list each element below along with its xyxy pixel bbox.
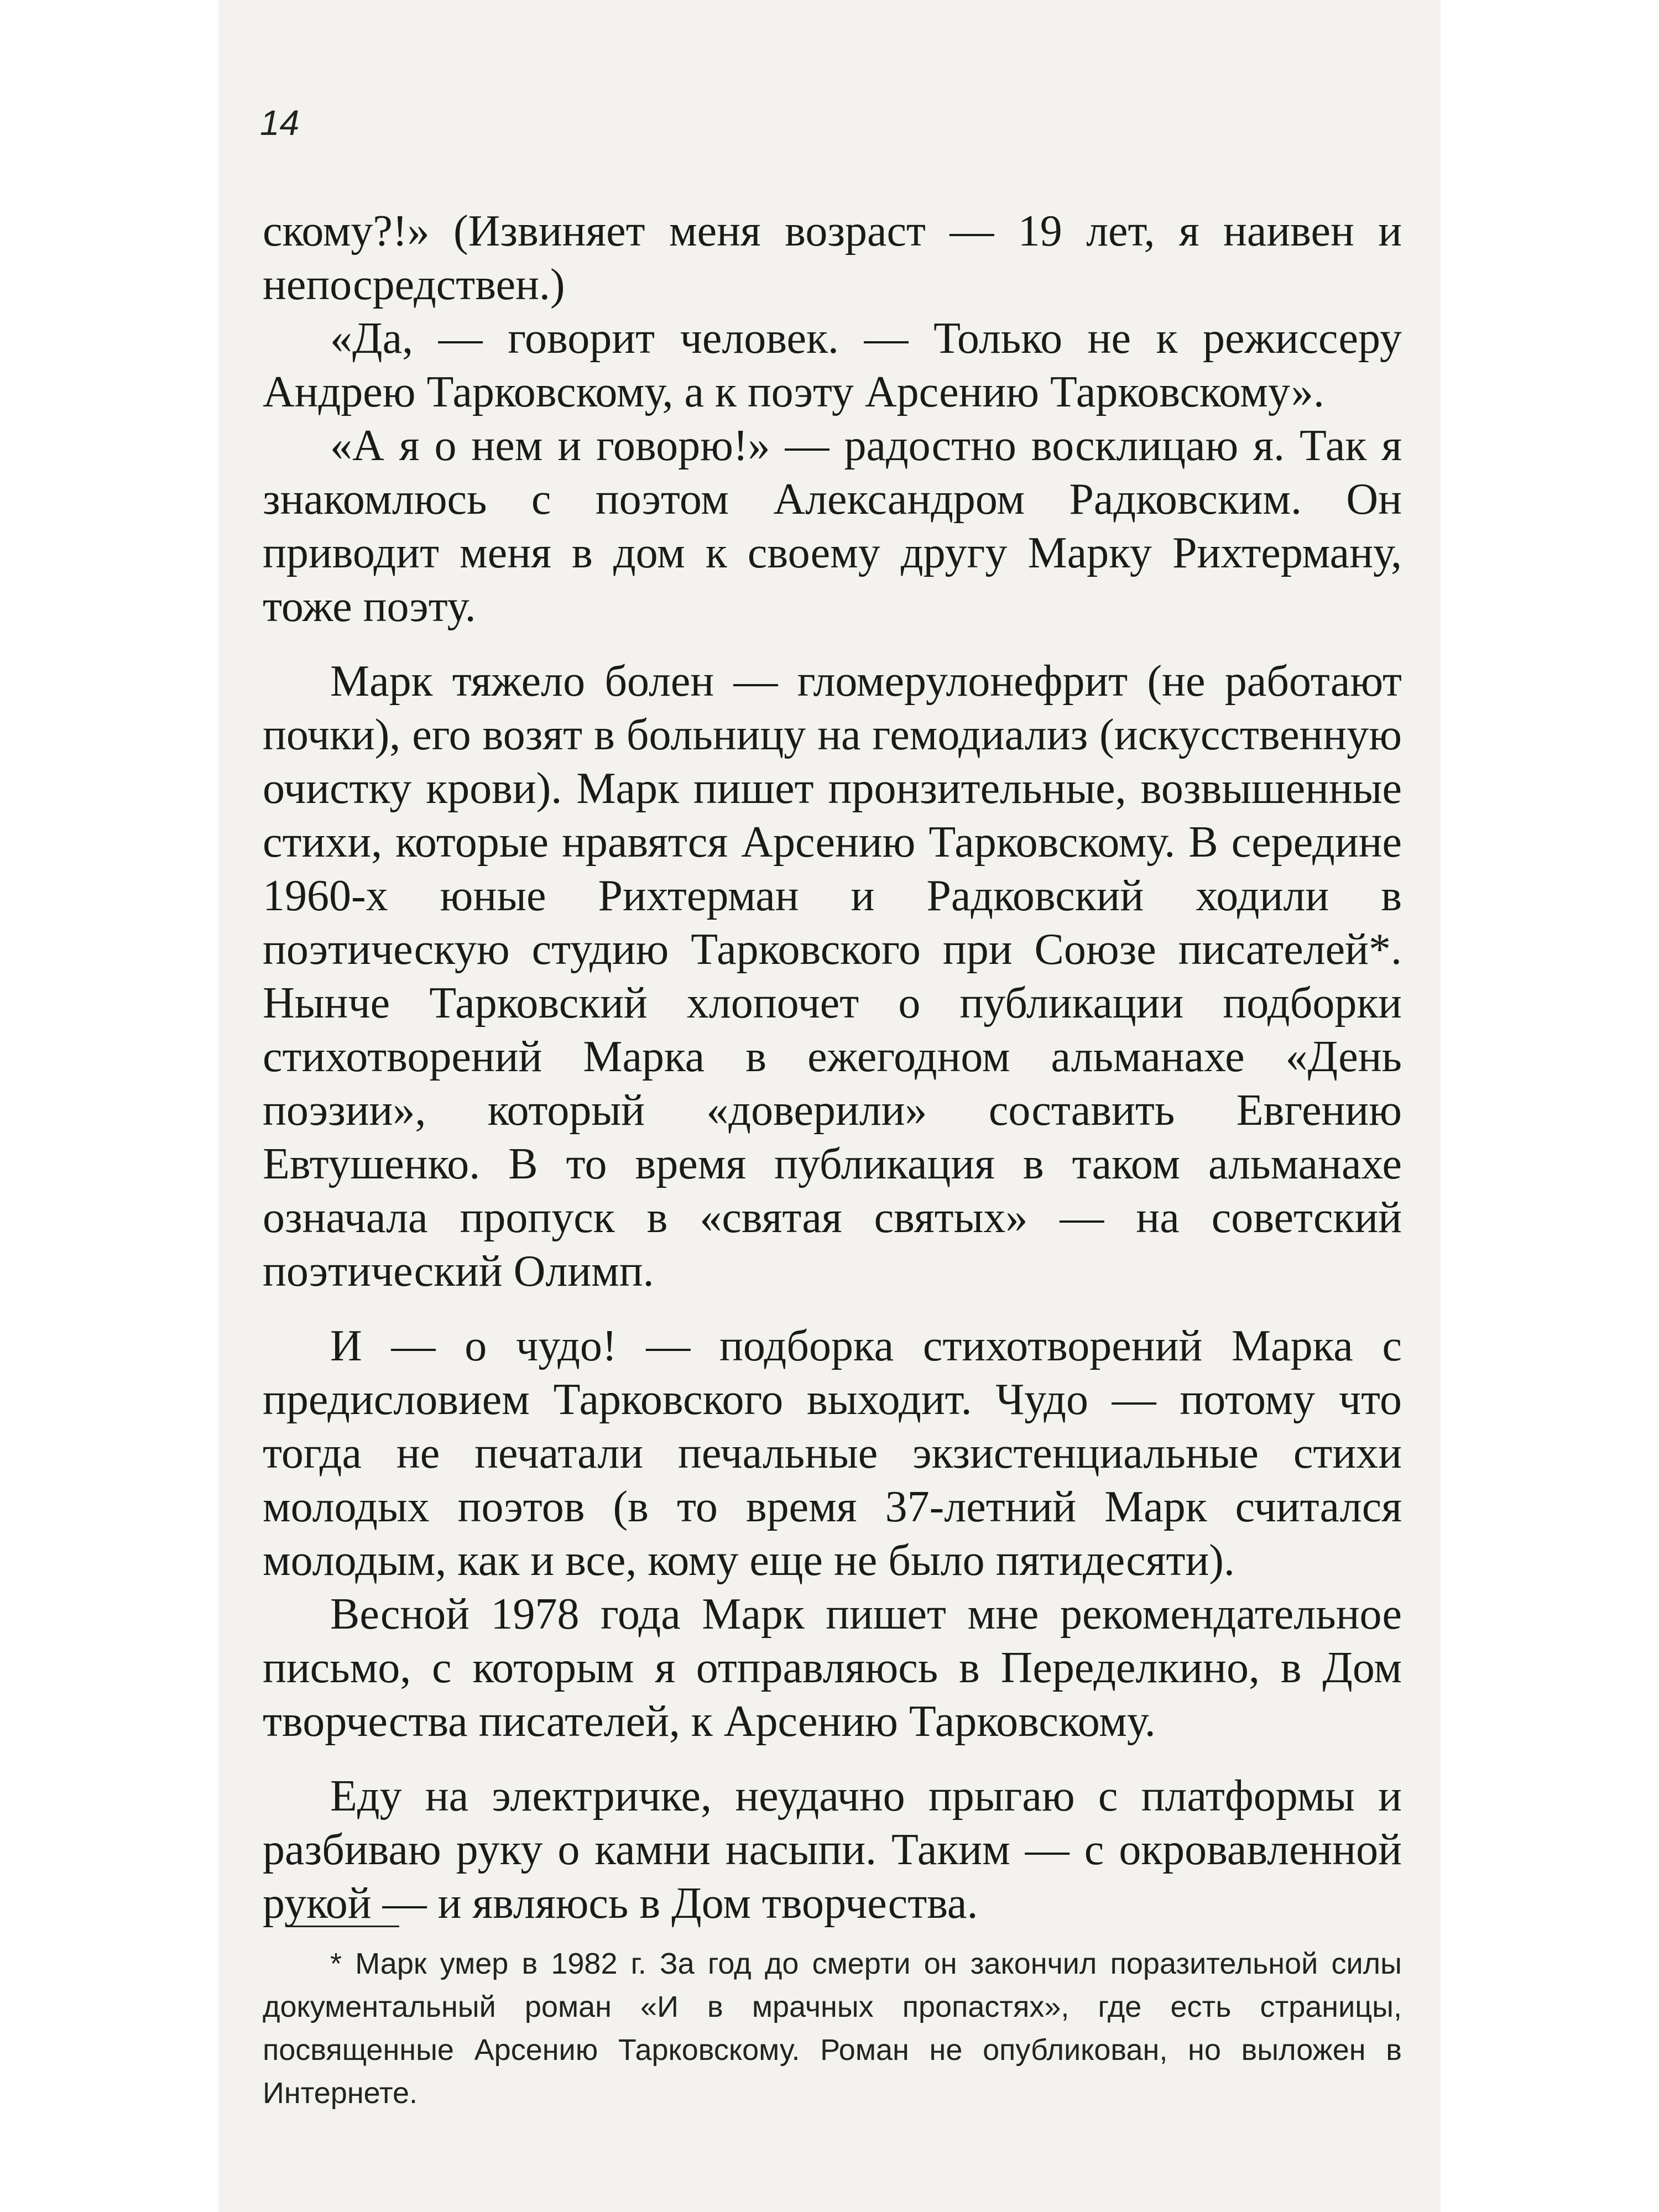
page-number: 14	[260, 103, 300, 143]
paragraph: Марк тяжело болен — гломерулонефрит (не работают почки), его возят в больницу на гемодиализ (искусственную очистку крови). Марк пишет пронзительные, возвышенные стихи, которые нравятся Арсению Тарковскому. В середине 1960-х юные Рихтерман и Радковский ходили в поэтическую студию Тарковского при Союзе писателей*. Нынче Тарковский хлопочет о публикации подборки стихотворений Марка в ежегодном альманахе «День поэзии», который «доверили» составить Евгению Евтушенко. В то время публикация в таком альманахе означала пропуск в «святая святых» — на советский поэтический Олимп.	[263, 657, 1402, 1296]
book-page	[218, 0, 1441, 2212]
footnote: * Марк умер в 1982 г. За год до смерти он закончил поразительной силы документальный роман «И в мрачных пропастях», где есть страницы, посвященные Арсению Тарковскому. Роман не опубликован, но выложен в Интернете.	[263, 1947, 1402, 2110]
paragraph: «А я о нем и говорю!» — радостно восклицаю я. Так я знакомлюсь с поэтом Александром Радковским. Он приводит меня в дом к своему другу Марку Рихтерману, тоже поэту.	[263, 421, 1402, 631]
footnote-divider	[286, 1926, 399, 1927]
paragraph: «Да, — говорит человек. — Только не к режиссеру Андрею Тарковскому, а к поэту Арсению Тарковскому».	[263, 314, 1402, 416]
paragraph: Весной 1978 года Марк пишет мне рекомендательное письмо, с которым я отправляюсь в Переделкино, в Дом творчества писателей, к Арсению Тарковскому.	[263, 1590, 1402, 1746]
paragraph: И — о чудо! — подборка стихотворений Марка с предисловием Тарковского выходит. Чудо — потому что тогда не печатали печальные экзистенциальные стихи молодых поэтов (в то время 37-летний Марк считался молодым, как и все, кому еще не было пятидесяти).	[263, 1322, 1402, 1585]
main-text	[263, 205, 1402, 1931]
paragraph: Еду на электричке, неудачно прыгаю с платформы и разбиваю руку о камни насыпи. Таким — с окровавленной рукой — и являюсь в Дом творчества.	[263, 1772, 1402, 1928]
paragraph: скому?!» (Извиняет меня возраст — 19 лет, я наивен и непосредствен.)	[263, 207, 1402, 309]
